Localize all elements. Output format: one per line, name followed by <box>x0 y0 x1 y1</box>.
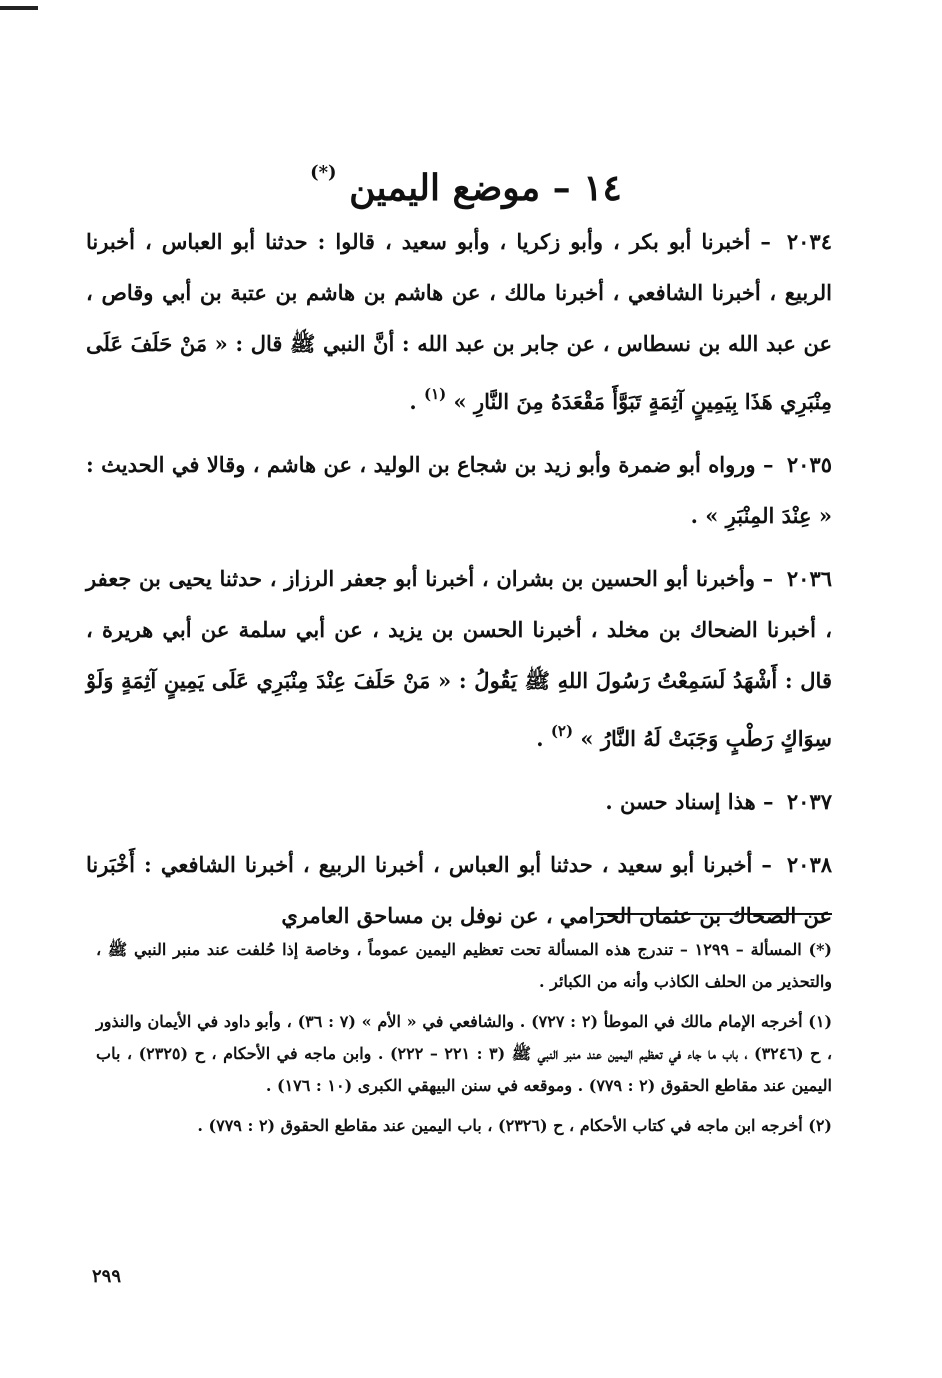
footnote-separator <box>596 913 832 915</box>
hadith-number: ٢٠٣٦ <box>786 566 833 591</box>
hadith-number: ٢٠٣٥ <box>786 452 832 477</box>
hadith-paragraph-2035 <box>86 439 832 541</box>
hadith-text: – ورواه أبو ضمرة وأبو زيد بن شجاع بن الوليد ، عن هاشم ، وقالا في الحديث : « عِنْدَ المِنْبَرِ » . <box>86 452 832 528</box>
page-number: ٢٩٩ <box>92 1266 122 1287</box>
chapter-title <box>96 138 836 223</box>
hadith-paragraph-2036 <box>86 553 832 764</box>
hadith-number: ٢٠٣٧ <box>786 789 832 814</box>
footnote-ref: (١) <box>423 385 447 403</box>
hadith-paragraph-2038 <box>86 839 832 941</box>
footnote-1: (١) أخرجه الإمام مالك في الموطأ (٢ : ٧٢٧) . والشافعي في « الأم » (٧ : ٣٦) ، وأبو داود في الأيمان والنذور ، ح (٣٢٤٦) ، باب ما جاء في تعظيم اليمين عند منبر النبي ﷺ (٣ : ٢٢١ – ٢٢٢) . وابن ماجه في الأحكام ، ح (٢٣٢٥) ، باب اليمين عند مقاطع الحقوق (٢ : ٧٧٩) . وموقعه في سنن البيهقي الكبرى (١٠ : ١٧٦) . <box>96 1012 833 1095</box>
scan-corner-mark <box>0 6 38 10</box>
hadith-text: – أخبرنا أبو بكر ، وأبو زكريا ، وأبو سعيد ، قالوا : حدثنا أبو العباس ، أخبرنا الربيع ، أخبرنا الشافعي ، أخبرنا مالك ، عن هاشم بن هاشم بن عتبة بن أبي وقاص ، عن عبد الله بن نسطاس ، عن جابر بن عبد الله : أنَّ النبي ﷺ قال : « مَنْ حَلَفَ عَلَى مِنْبَرِي هَذَا بِيَمِينٍ آثِمَةٍ تَبَوَّأَ مَقْعَدَهُ مِنَ النَّارِ » <box>86 229 832 414</box>
hadith-text: – هذا إسناد حسن . <box>605 789 774 814</box>
chapter-title-text: ١٤ – موضع اليمين <box>349 167 622 209</box>
hadith-paragraph-2037 <box>86 776 832 827</box>
footnotes <box>96 934 832 1150</box>
hadith-end: . <box>409 389 417 414</box>
hadith-number: ٢٠٣٨ <box>786 852 833 877</box>
hadith-number: ٢٠٣٤ <box>786 229 832 254</box>
footnote-ref: (٢) <box>550 722 574 740</box>
footnote-2: (٢) أخرجه ابن ماجه في كتاب الأحكام ، ح (٢٣٢٦) ، باب اليمين عند مقاطع الحقوق (٢ : ٧٧٩) . <box>197 1116 832 1135</box>
hadith-text: – أخبرنا أبو سعيد ، حدثنا أبو العباس ، أخبرنا الربيع ، أخبرنا الشافعي : أَخْبَرنا عن الضحاك بن عثمان الحزامي ، عن نوفل بن مساحق العامري <box>86 852 832 928</box>
hadith-end: . <box>536 726 544 751</box>
main-text <box>86 216 832 953</box>
footnote-star: (*) المسألة – ١٢٩٩ – تندرج هذه المسألة تحت تعظيم اليمين عموماً ، وخاصة إذا حُلفت عند منبر النبي ﷺ ، والتحذير من الحلف الكاذب وأنه من الكبائر . <box>96 940 833 991</box>
chapter-title-marker: (*) <box>310 162 337 183</box>
hadith-paragraph-2034 <box>86 216 832 427</box>
hadith-text: – وأخبرنا أبو الحسين بن بشران ، أخبرنا أبو جعفر الرزاز ، حدثنا يحيى بن جعفر ، أخبرنا الضحاك بن مخلد ، أخبرنا الحسن بن يزيد ، عن أبي سلمة عن أبي هريرة ، قال : أَشْهَدُ لَسَمِعْتُ رَسُولَ اللهِ ﷺ يَقُولُ : « مَنْ حَلَفَ عِنْدَ مِنْبَرِي عَلَى يَمِينٍ آثِمَةٍ وَلَوْ سِوَاكٍ رَطْبٍ وَجَبَتْ لَهُ النَّارُ » <box>86 566 832 751</box>
